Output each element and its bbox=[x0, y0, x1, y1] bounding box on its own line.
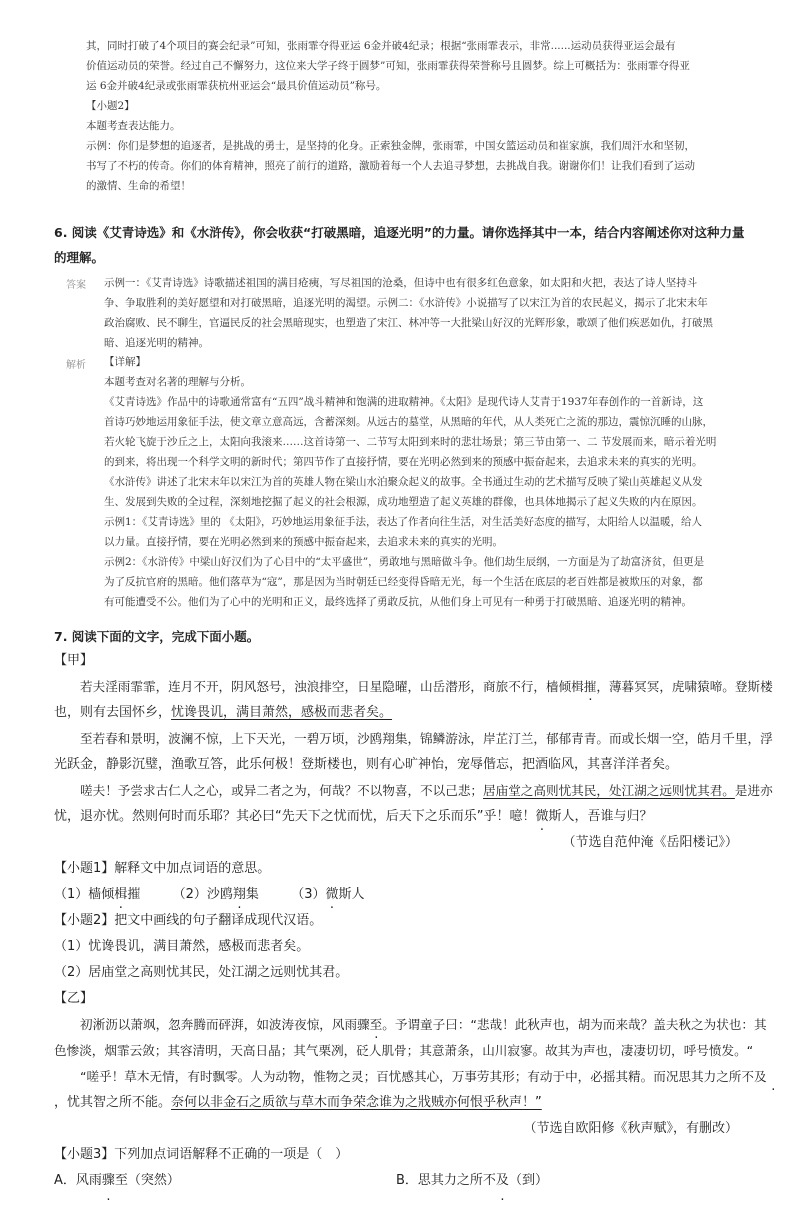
text-segment: 至（突然） bbox=[114, 1173, 180, 1188]
subquestion-1: 【小题1】解释文中加点词语的意思。 bbox=[54, 861, 271, 876]
underlined-sentence: 忧谗畏讥，满目萧然，感极而悲者矣。 bbox=[171, 705, 393, 720]
text-line: 的到来，将出现一个科学文明的新时代；第四节作了直接抒情，要在光明必然到来的预感中振奋起来，去追求未来的真实的光明。 bbox=[104, 456, 703, 468]
text-line: 示例1：《艾青诗选》里的 《太阳》，巧妙地运用象征手法，表达了作者向往生活，对生活美好态度的描写，太阳给人以温暖，给人 bbox=[104, 516, 703, 528]
text-line: 本题考查对名著的理解与分析。 bbox=[104, 376, 251, 388]
text-line: 以力量。直接抒情，要在光明必然到来的预感中振奋起来，去追求未来的真实的光明。 bbox=[104, 536, 503, 548]
text-segment: A．风雨 bbox=[54, 1173, 102, 1188]
yi-paragraph-2-line-1 bbox=[54, 1064, 767, 1090]
text-segment: 斯人 bbox=[338, 887, 365, 902]
jia-paragraph-3-line-1 bbox=[54, 778, 773, 804]
question-7-body bbox=[54, 648, 773, 1194]
jia-paragraph-1-line-2 bbox=[54, 700, 744, 726]
answer-label: 答案 bbox=[66, 280, 86, 291]
dotted-char: 微 bbox=[535, 809, 549, 824]
jia-paragraph-2-line-2: 光跃金，静影沉璧，渔歌互答，此乐何极！登斯楼也，则有心旷神怡，宠辱偕忘，把酒临风，其喜洋洋者矣。 bbox=[54, 757, 679, 772]
yi-label: 【乙】 bbox=[54, 991, 94, 1006]
text-line: 运 6金并破4纪录或张雨霏获杭州亚运会“最具价值运动员”称号。 bbox=[86, 80, 387, 92]
underlined-sentence: 居庙堂之高则忧其民，处江湖之远则忧其君。 bbox=[483, 783, 735, 798]
title-line: 6. 阅读《艾青诗选》和《水浒传》，你会收获“打破黑暗，追逐光明”的力量。请你选择其中一本，结合内容阐述你对这种力量 bbox=[54, 225, 745, 240]
yi-paragraph-1-line-2: 色惨淡，烟霏云敛；其容清明，天高日晶；其气栗冽，砭人肌骨；其意萧条，山川寂寥。故其为声也，凄凄切切，呼号愤发。“ bbox=[54, 1043, 754, 1058]
text-segment: 若夫淫雨霏霏，连月不开，阴风怒号，浊浪排空，日星隐曜，山岳潜形，商旅不行，樯倾 bbox=[80, 679, 572, 694]
subquestion-label: 【小题2】 bbox=[86, 100, 135, 112]
text-line: 的激情、生命的希望！ bbox=[86, 180, 191, 192]
text-line: 示例一：《艾青诗选》诗歌描述祖国的满目疮痍，写尽祖国的沧桑，但诗中也有很多红色意象，如太阳和火把，表达了诗人坚持斗 bbox=[104, 277, 698, 289]
subquestion-1-items bbox=[54, 882, 744, 908]
dotted-char: 翔 bbox=[232, 887, 246, 902]
text-segment: 沙鸥 bbox=[206, 887, 233, 902]
text-segment: ，忧其智之所不能。 bbox=[54, 1095, 172, 1110]
text-line: 示例2：《水浒传》中梁山好汉们为了心目中的“太平盛世”，勇敢地与黑暗做斗争。他们劫生辰纲，一方面是为了劫富济贫，但更是 bbox=[104, 556, 705, 568]
analysis-label: 解析 bbox=[66, 360, 86, 371]
text-line: 价值运动员的荣誉。经过自己不懈努力，这位来大学子终于圆梦”可知，张雨霏获得荣誉称号且圆梦。综上可概括为：张雨霏夺得亚 bbox=[86, 60, 690, 72]
text-segment: 摧 bbox=[127, 887, 141, 902]
text-line: 《艾青诗选》作品中的诗歌通常富有“五四”战斗精神和饱满的进取精神。《太阳》是现代诗人艾青于1937年春创作的一首新诗，这 bbox=[104, 396, 704, 408]
jia-paragraph-1-line-1 bbox=[54, 674, 773, 700]
yi-source: （节选自欧阳修《秋声赋》，有删改） bbox=[523, 1121, 738, 1136]
item-number: （2） bbox=[172, 887, 207, 902]
option-b[interactable] bbox=[396, 1168, 548, 1194]
yi-paragraph-2-line-2 bbox=[54, 1090, 744, 1116]
text-line: 生、发展到失败的全过程，深刻地挖掘了起义的社会根源，成功地塑造了起义英雄的群像，也具体地揭示了起义失败的内在原因。 bbox=[104, 496, 703, 508]
item-number: （3） bbox=[291, 887, 326, 902]
subquestion-3: 【小题3】下列加点词语解释不正确的一项是（ ） bbox=[54, 1147, 349, 1162]
subquestion-2-item: （2）居庙堂之高则忧其民，处江湖之远则忧其君。 bbox=[54, 965, 349, 980]
question-6-title bbox=[54, 220, 754, 270]
jia-paragraph-2-line-1: 至若春和景明，波澜不惊，上下天光，一碧万顷，沙鸥翔集，锦鳞游泳，岸芷汀兰，郁郁青青。而或长烟一空，皓月千里，浮 bbox=[80, 731, 773, 746]
dotted-char: 及 bbox=[754, 1069, 767, 1084]
text-line: 暗、追逐光明的精神。 bbox=[104, 337, 209, 349]
dotted-char: 楫 bbox=[114, 887, 128, 902]
text-segment: B．思其力之所不 bbox=[396, 1173, 496, 1188]
option-a[interactable] bbox=[54, 1168, 396, 1194]
previous-answer-section bbox=[86, 36, 726, 196]
text-segment: 也，则有去国怀乡， bbox=[54, 705, 172, 720]
jia-paragraph-3-line-2 bbox=[54, 804, 744, 830]
underlined-sentence: 奈何以非金石之质欲与草木而争荣念谁为之戕贼亦何恨乎秋声！” bbox=[171, 1095, 542, 1110]
title-line: 7. 阅读下面的文字，完成下面小题。 bbox=[54, 629, 260, 644]
analysis-head: 【详解】 bbox=[104, 356, 146, 368]
text-segment: 是进亦 bbox=[734, 783, 773, 798]
text-segment: 忧，退亦忧。然则何时而乐耶？其必曰“先天下之忧而忧，后天下之乐而乐”乎！噫！ bbox=[54, 809, 536, 824]
subquestion-3-options bbox=[54, 1168, 744, 1194]
text-line: 书写了不朽的传奇。你们的体育精神，照亮了前行的道路，激励着每一个人去追寻梦想，去挑战自我。谢谢你们！让我们看到了运动 bbox=[86, 160, 695, 172]
text-line: 有可能遭受不公。他们为了心中的光明和正义，最终选择了勇敢反抗，从他们身上可见有一种勇于打破黑暗、追逐光明的精神。 bbox=[104, 596, 692, 608]
dotted-char: 骤 bbox=[101, 1173, 115, 1188]
item-number: （1） bbox=[54, 887, 89, 902]
text-line: 争、争取胜利的美好愿望和对打破黑暗，追逐光明的渴望。示例二：《水浒传》小说描写了以宋江为首的农民起义，揭示了北宋末年 bbox=[104, 297, 708, 309]
text-segment: （到） bbox=[508, 1173, 548, 1188]
question-7-title bbox=[54, 624, 754, 649]
text-line: 《水浒传》讲述了北宋末年以宋江为首的英雄人物在梁山水泊聚众起义的故事。全书通过生动的艺术描写反映了梁山英雄起义从发 bbox=[104, 476, 703, 488]
analysis-block bbox=[104, 352, 744, 612]
jia-label: 【甲】 bbox=[54, 653, 94, 668]
text-segment: 嗟夫！予尝求古仁人之心，或异二者之为，何哉？不以物喜，不以己悲； bbox=[80, 783, 483, 798]
jia-source: （节选自范仲淹《岳阳楼记》） bbox=[562, 835, 738, 850]
yi-paragraph-1-line-1 bbox=[54, 1012, 767, 1038]
text-line: 政治腐败、民不聊生，官逼民反的社会黑暗现实，也塑造了宋江、林冲等一大批梁山好汉的光辉形象，歌颂了他们疾恶如仇，打破黑 bbox=[104, 317, 713, 329]
text-segment: 集 bbox=[245, 887, 259, 902]
text-segment: 初淅沥以萧飒，忽奔腾而砰湃，如波涛夜惊，风雨 bbox=[80, 1017, 358, 1032]
text-segment: 樯倾 bbox=[88, 887, 115, 902]
dotted-char: 楫 bbox=[571, 679, 584, 694]
text-line: 若火轮飞旋于沙丘之上，太阳向我滚来……这首诗第一、二节写太阳到来时的悲壮场景；第三节由第一、二 节发展而来，暗示着光明 bbox=[104, 436, 717, 448]
text-line: 为了反抗官府的黑暗。他们落草为“寇”，那是因为当时朝廷已经变得昏暗无光，每一个生活在底层的老百姓都是被欺压的对象，都 bbox=[104, 576, 703, 588]
text-line: 首诗巧妙地运用象征手法，使文章立意高远，含蓄深刻。从远古的墓堂，从黑暗的年代，从人类死亡之流的那边，震惊沉睡的山脉， bbox=[104, 416, 713, 428]
dotted-char: 骤 bbox=[357, 1017, 370, 1032]
text-line: 其，同时打破了4个项目的赛会纪录”可知，张雨霏夺得亚运 6金并破4纪录；根据“张雨霏表示，非常......运动员获得亚运会最有 bbox=[86, 40, 676, 52]
text-segment: 斯人，吾谁与归？ bbox=[548, 809, 653, 824]
subquestion-2: 【小题2】把文中画线的句子翻译成现代汉语。 bbox=[54, 913, 323, 928]
text-line: 本题考查表达能力。 bbox=[86, 120, 181, 132]
subquestion-2-item: （1）忧谗畏讥，满目萧然，感极而悲者矣。 bbox=[54, 939, 310, 954]
text-segment: 至。予谓童子曰：“悲哉！此秋声也，胡为而来哉？盖夫秋之为状也：其 bbox=[369, 1017, 767, 1032]
text-segment: 摧，薄暮冥冥，虎啸猿啼。登斯楼 bbox=[583, 679, 773, 694]
title-line: 的理解。 bbox=[54, 250, 105, 265]
dotted-char: 及 bbox=[495, 1173, 509, 1188]
answer-block bbox=[104, 273, 744, 353]
dotted-char: 微 bbox=[325, 887, 339, 902]
text-line: 示例：你们是梦想的追逐者，是挑战的勇士，是坚持的化身。正索独金牌，张雨霏，中国女篮运动员和崔家旗，我们周汗水和坚韧， bbox=[86, 140, 695, 152]
text-segment: “嗟乎！草木无情，有时飘零。人为动物，惟物之灵；百忧感其心，万事劳其形；有动于中，必摇其精。而况思其力之所不 bbox=[80, 1069, 754, 1084]
